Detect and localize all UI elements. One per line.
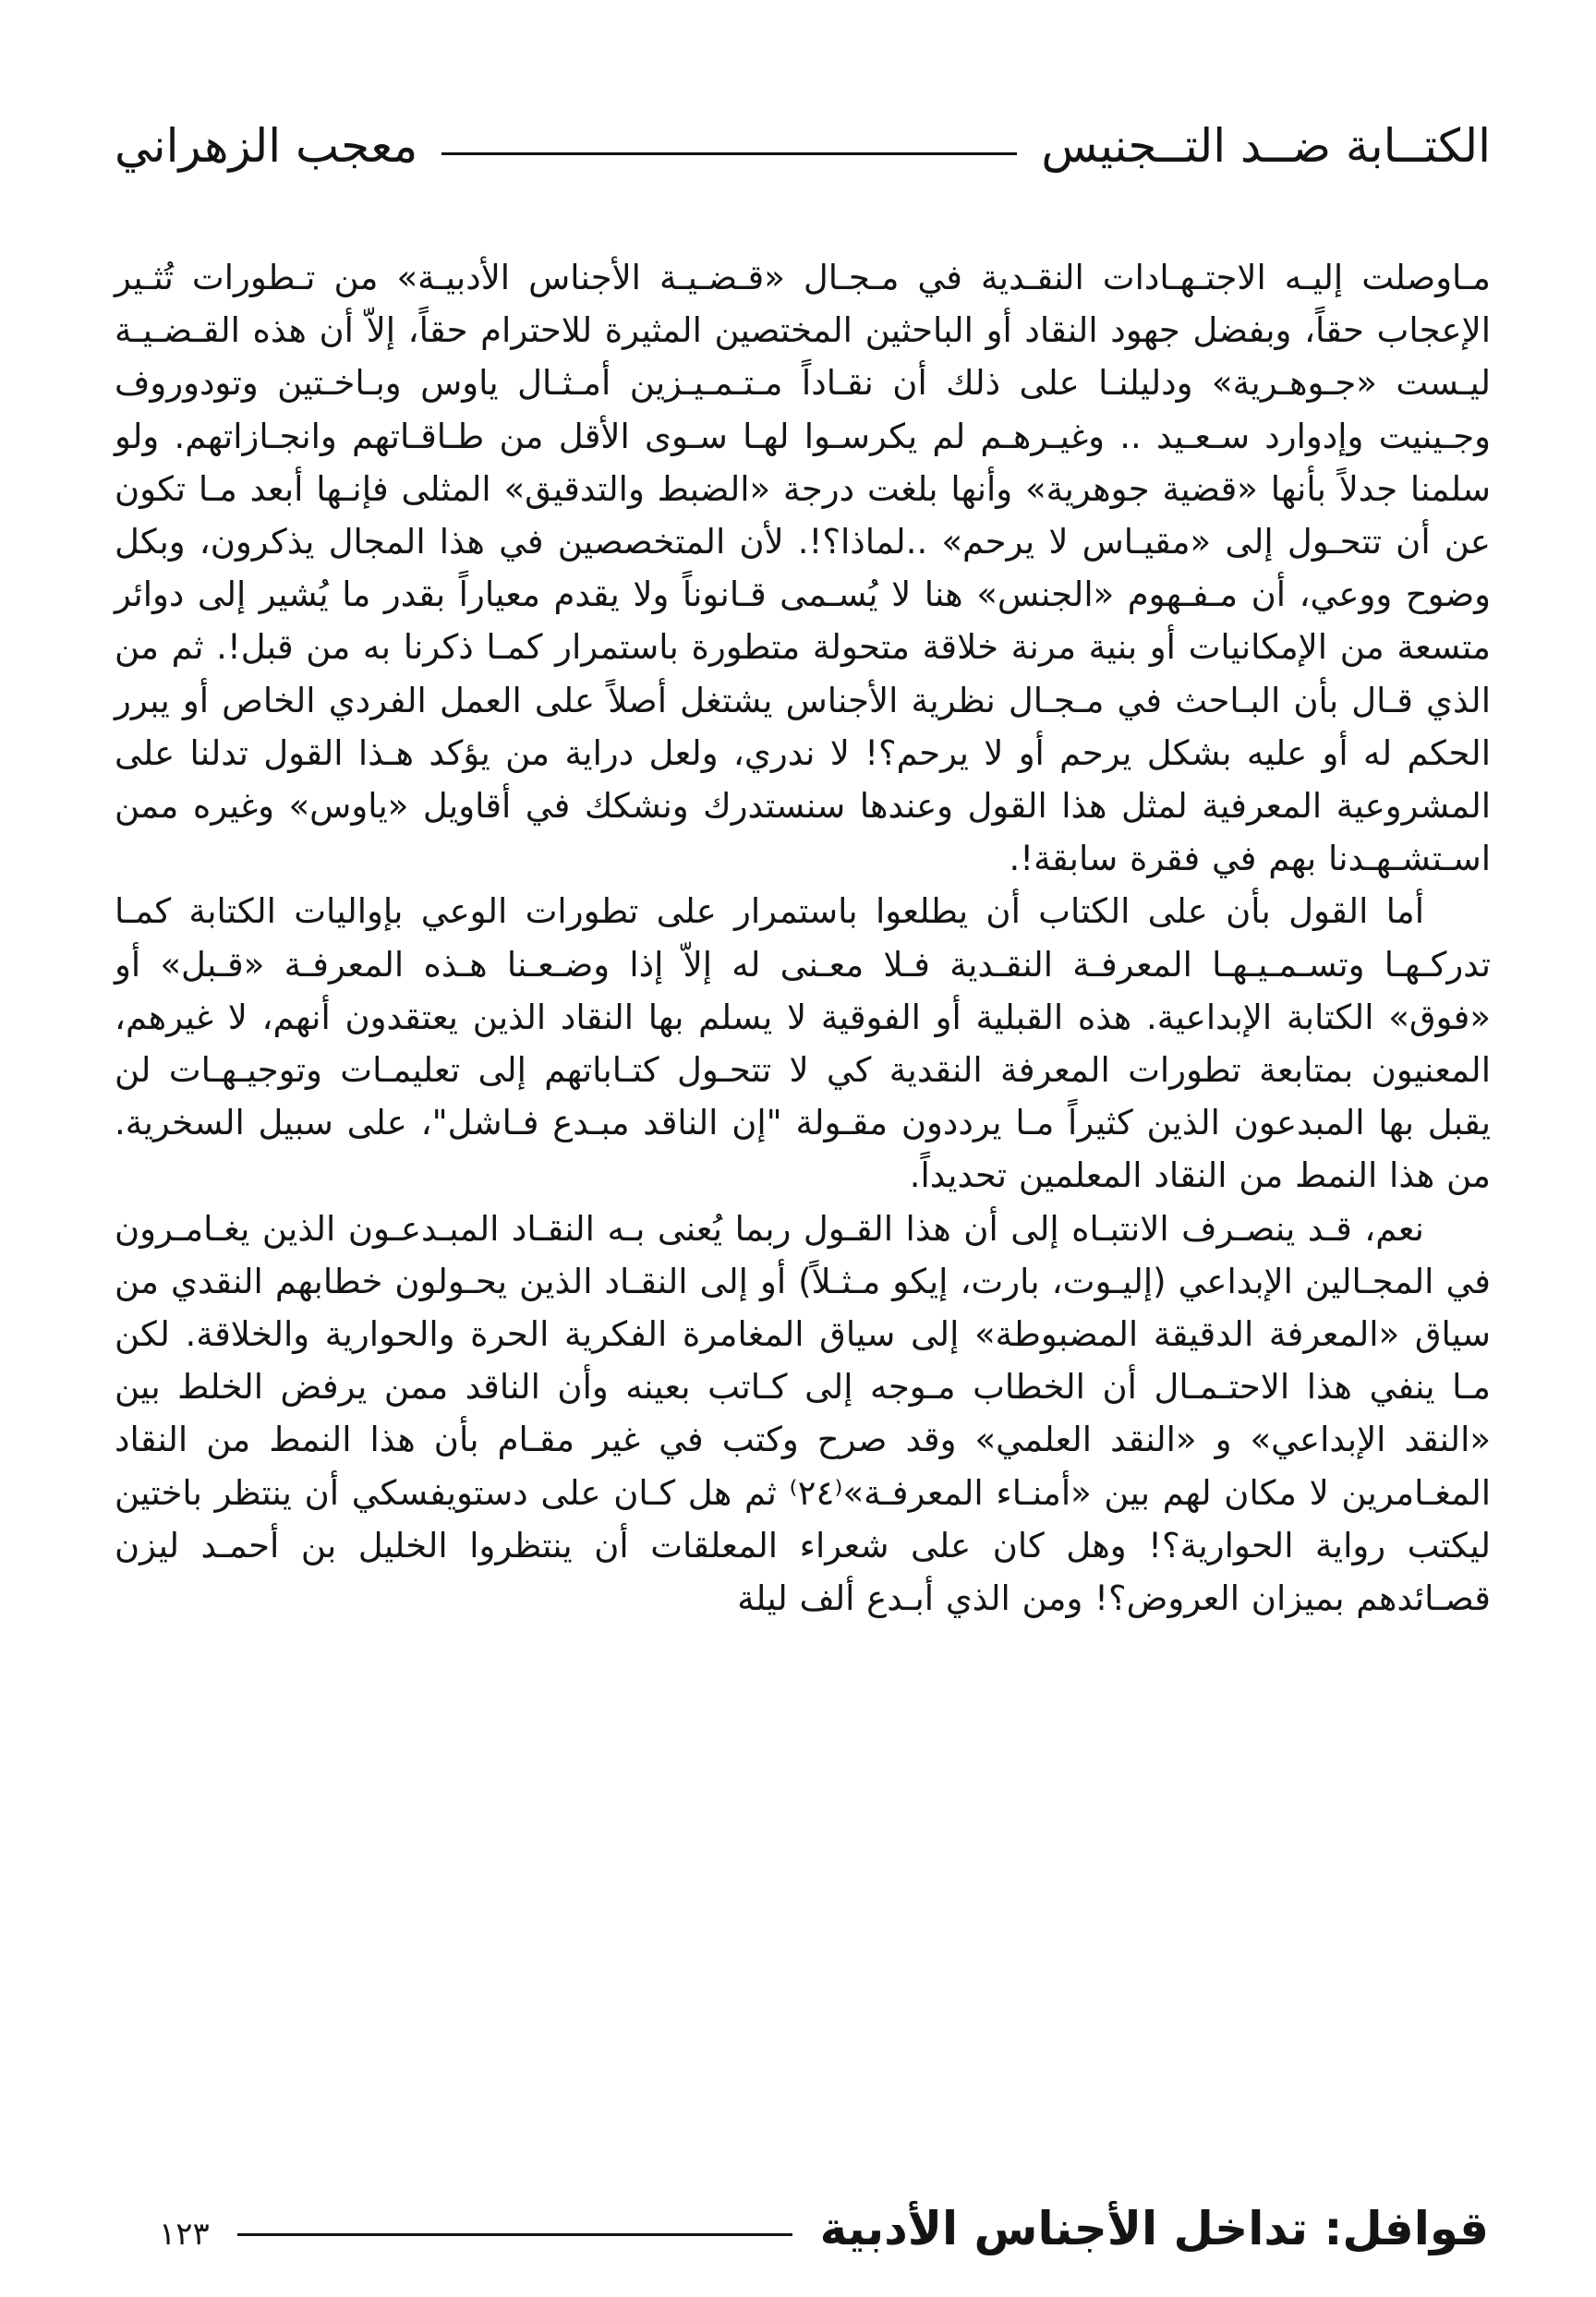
body-text xyxy=(115,251,1491,1625)
page-number: ١٢٣ xyxy=(159,2216,210,2253)
running-footer xyxy=(159,2196,1489,2261)
footer-rule xyxy=(237,2233,792,2236)
chapter-title: الكتــابة ضــد التــجنيس xyxy=(1041,119,1491,173)
running-header xyxy=(115,109,1491,183)
journal-title: قوافل: تداخل الأجناس الأدبية xyxy=(819,2202,1489,2255)
paragraph-1: مـاوصلت إليـه الاجتـهـادات النقـدية في مـجـال «قـضـيـة الأجناس الأدبيـة» من تـطورات تُثـير الإعجاب حقاً، وبفضل جهود النقاد أو الباحثين المختصين المثيرة للاحترام حقاً، إلاّ أن هذه القـضـيـة ليـست «جـوهـرية» ودليلنـا على ذلك أن نقـاداً مـتـمـيـزين أمـثـال ياوس وبـاخـتين وتودوروف وجـينيت وإدوارد سـعـيد .. وغيـرهـم لم يكرسـوا لهـا سـوى الأقل من طـاقـاتهم وانجـازاتهم. ولو سلمنا جدلاً بأنها «قضية جوهرية» وأنها بلغت درجة «الضبط والتدقيق» المثلى فإنـها أبعد مـا تكون عن أن تتحـول إلى «مقيـاس لا يرحم» ..لماذا؟!. لأن المتخصصين في هذا المجال يذكرون، وبكل وضوح ووعي، أن مـفـهوم «الجنس» هنا لا يُسـمى قـانوناً ولا يقدم معياراً بقدر ما يُشير إلى دوائر متسعة من الإمكانيات أو بنية مرنة خلاقة متحولة متطورة باستمرار كمـا ذكرنا به من قبل!. ثم من الذي قـال بأن البـاحث في مـجـال نظرية الأجناس يشتغل أصلاً على العمل الفردي الخاص أو يبرر الحكم له أو عليه بشكل يرحم أو لا يرحم؟! لا ندري، ولعل دراية من يؤكد هـذا القول تدلنا على المشروعية المعرفية لمثل هذا القول وعندها سنستدرك ونشكك في أقاويل «ياوس» وغيره ممن اسـتشـهـدنا بهم في فقرة سابقة!. xyxy=(115,258,1491,879)
paragraph-3: نعم، قـد ينصـرف الانتبـاه إلى أن هذا القـول ربما يُعنى بـه النقـاد المبـدعـون الذين يغـامـرون في المجـالين الإبداعي (إليـوت، بارت، إيكو مـثـلاً) أو إلى النقـاد الذين يحـولون خطابهم النقدي من سياق «المعرفة الدقيقة المضبوطة» إلى سياق المغامرة الفكرية الحرة والحوارية والخلاقة. لكن مـا ينفي هذا الاحتـمـال أن الخطاب مـوجه إلى كـاتب بعينه وأن الناقد ممن يرفض الخلط بين «النقد الإبداعي» و «النقد العلمي» وقد صرح وكتب في غير مقـام بأن هذا النمط من النقاد المغـامرين لا مكان لهم بين «أمنـاء المعرفـة»⁽٢٤⁾ ثم هل كـان على دستويفسكي أن ينتظر باختين ليكتب رواية الحوارية؟! وهل كان على شعراء المعلقات أن ينتظروا الخليل بن أحمـد ليزن قصـائدهم بميزان العروض؟! ومن الذي أبـدع ألف ليلة xyxy=(115,1208,1491,1619)
paragraph-2: أما القول بأن على الكتاب أن يطلعوا باستمرار على تطورات الوعي بإواليات الكتابة كمـا تدركـهـا وتسـمـيـهـا المعرفـة النقـدية فـلا معـنى له إلاّ إذا وضـعـنا هـذه المعرفـة «قـبل» أو «فوق» الكتابة الإبداعية. هذه القبلية أو الفوقية لا يسلم بها النقاد الذين يعتقدون أنهم، لا غيرهم، المعنيون بمتابعة تطورات المعرفة النقدية كي لا تتحـول كتـاباتهم إلى تعليمـات وتوجيـهـات لن يقبل بها المبدعون الذين كثيراً مـا يرددون مقـولة "إن الناقد مبـدع فـاشل"، على سبيل السخرية. من هذا النمط من النقاد المعلمين تحديداً. xyxy=(115,891,1491,1196)
header-rule xyxy=(441,152,1017,155)
author-name: معجب الزهراني xyxy=(115,119,418,173)
